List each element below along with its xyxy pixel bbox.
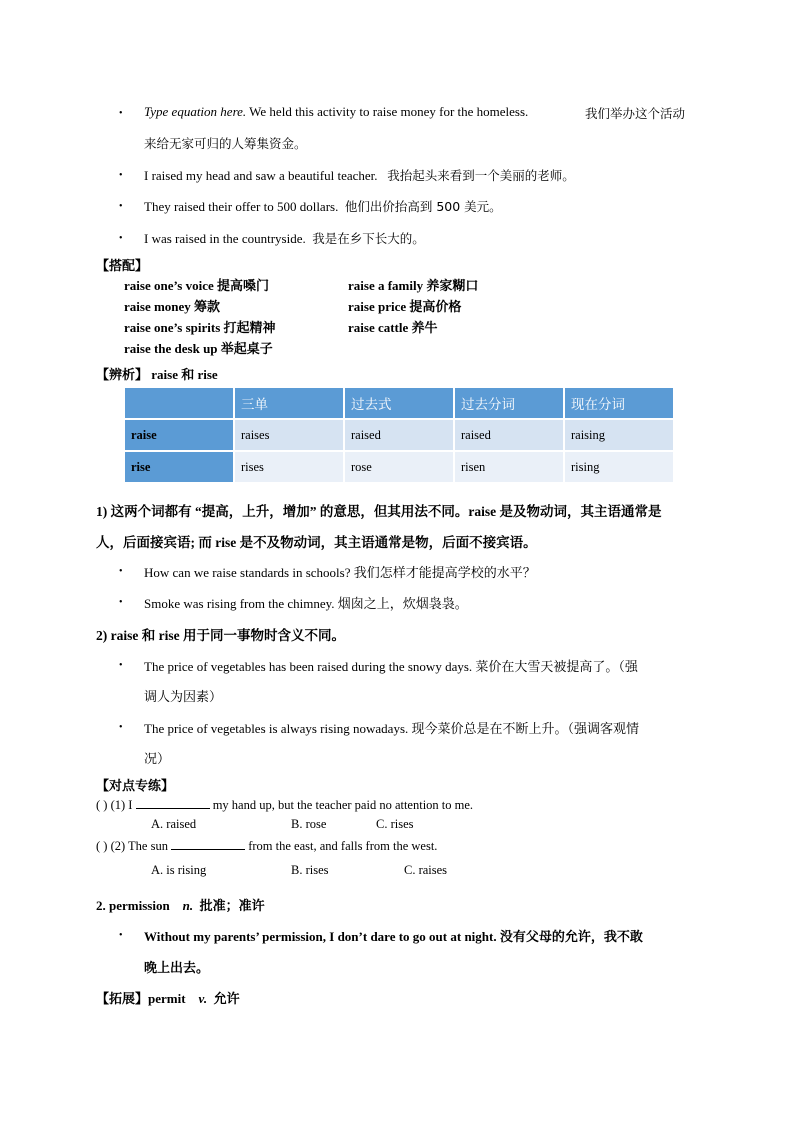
- example-cn: 我抬起头来看到一个美丽的老师。: [387, 168, 575, 183]
- example-en: I raised my head and saw a beautiful teacher.: [144, 168, 378, 183]
- example-line-continued: 调人为因素）: [144, 689, 223, 704]
- example-line-continued: 晚上出去。: [144, 960, 210, 975]
- collocation-item: raise a family 养家糊口: [348, 278, 479, 293]
- vocab-meaning: 允许: [213, 991, 240, 1006]
- example-en: They raised their offer to 500 dollars.: [144, 199, 339, 214]
- option: A. raised: [151, 817, 197, 831]
- example-line: [144, 104, 528, 120]
- table-row-label: raise: [125, 420, 233, 450]
- example-cn: 他们出价抬高到 500 美元。: [344, 199, 502, 214]
- question-suffix: from the east, and falls from the west.: [245, 839, 438, 853]
- table-row-label: rise: [125, 452, 233, 482]
- table-cell: raising: [565, 420, 673, 450]
- bullet-icon: •: [119, 566, 123, 577]
- example-cn: 我们举办这个活动: [585, 106, 686, 121]
- table-cell: rising: [565, 452, 673, 482]
- answer-blank[interactable]: [136, 796, 210, 809]
- example-line-continued: 况）: [144, 751, 171, 766]
- collocation-item: raise one’s voice 提高嗓门: [124, 278, 270, 293]
- example-line: [144, 166, 575, 184]
- bullet-icon: •: [119, 660, 123, 671]
- table-row: [125, 420, 673, 450]
- answer-blank[interactable]: [171, 837, 245, 850]
- table-row: [125, 452, 673, 482]
- example-cn: 我是在乡下长大的。: [312, 231, 425, 246]
- table-cell: rose: [345, 452, 453, 482]
- collocation-item: raise one’s spirits 打起精神: [124, 320, 276, 335]
- collocation-item: raise cattle 养牛: [348, 320, 438, 335]
- note-1-line: 1) 这两个词都有 “提高，上升，增加” 的意思，但其用法不同。raise 是及物动词，其主语通常是: [96, 504, 662, 519]
- table-header-cell: 过去式: [345, 388, 453, 418]
- part-of-speech: v.: [198, 991, 208, 1006]
- option: C. rises: [376, 817, 414, 831]
- table-cell: rises: [235, 452, 343, 482]
- example-line: Smoke was rising from the chimney. 烟囱之上，炊烟袅袅。: [144, 596, 468, 611]
- question-1: [96, 796, 473, 813]
- extend-line: [96, 988, 240, 1007]
- bullet-icon: •: [119, 930, 123, 941]
- option: B. rises: [291, 863, 329, 877]
- table-cell: risen: [455, 452, 563, 482]
- example-line: [144, 229, 425, 247]
- table-cell: raised: [345, 420, 453, 450]
- example-line: [144, 197, 502, 215]
- example-line: The price of vegetables is always rising nowadays. 现今菜价总是在不断上升。（强调客观情: [144, 721, 640, 736]
- question-prefix: ( ) (1) I: [96, 798, 136, 812]
- note-1-line: 人，后面接宾语; 而 rise 是不及物动词，其主语通常是物，后面不接宾语。: [96, 535, 537, 550]
- question-2: [96, 837, 437, 854]
- example-en: I was raised in the countryside.: [144, 231, 306, 246]
- option: B. rose: [291, 817, 327, 831]
- collocation-item: raise the desk up 举起桌子: [124, 341, 273, 356]
- question-suffix: my hand up, but the teacher paid no attention to me.: [209, 798, 474, 812]
- table-cell: raises: [235, 420, 343, 450]
- example-line: Without my parents’ permission, I don’t dare to go out at night. 没有父母的允许，我不敢: [144, 929, 643, 944]
- collocation-item: raise price 提高价格: [348, 299, 462, 314]
- bullet-icon: •: [119, 108, 123, 119]
- bullet-icon: •: [119, 233, 123, 244]
- table-header-row: [125, 388, 673, 418]
- table-cell: raised: [455, 420, 563, 450]
- example-cn-continued: 来给无家可归的人筹集资金。: [144, 136, 307, 151]
- table-header-cell: 过去分词: [455, 388, 563, 418]
- collocation-item: raise money 筹款: [124, 299, 221, 314]
- bullet-icon: •: [119, 170, 123, 181]
- collocation-heading: 【搭配】: [96, 258, 149, 273]
- question-prefix: ( ) (2) The sun: [96, 839, 172, 853]
- bullet-icon: •: [119, 201, 123, 212]
- table-header-cell: 三单: [235, 388, 343, 418]
- bullet-icon: •: [119, 722, 123, 733]
- bullet-icon: •: [119, 597, 123, 608]
- part-of-speech: n.: [182, 898, 194, 913]
- note-2-line: 2) raise 和 rise 用于同一事物时含义不同。: [96, 628, 345, 643]
- vocab-title: [96, 895, 265, 914]
- example-italic-prefix: Type equation here.: [144, 104, 247, 119]
- comparison-table: [123, 386, 675, 484]
- vocab-word: 2. permission: [96, 898, 170, 913]
- table-header-cell: [125, 388, 233, 418]
- table-header-cell: 现在分词: [565, 388, 673, 418]
- extend-label: 【拓展】permit: [96, 991, 186, 1006]
- option: A. is rising: [151, 863, 207, 877]
- compare-heading: 【辨析】 raise 和 rise: [96, 367, 218, 382]
- example-en: We held this activity to raise money for the homeless.: [246, 104, 529, 119]
- option: C. raises: [404, 863, 448, 877]
- practice-heading: 【对点专练】: [96, 778, 175, 793]
- example-line: The price of vegetables has been raised during the snowy days. 菜价在大雪天被提高了。（强: [144, 659, 638, 674]
- vocab-meaning: 批准；准许: [199, 898, 265, 913]
- example-line: How can we raise standards in schools? 我们怎样才能提高学校的水平？: [144, 565, 536, 580]
